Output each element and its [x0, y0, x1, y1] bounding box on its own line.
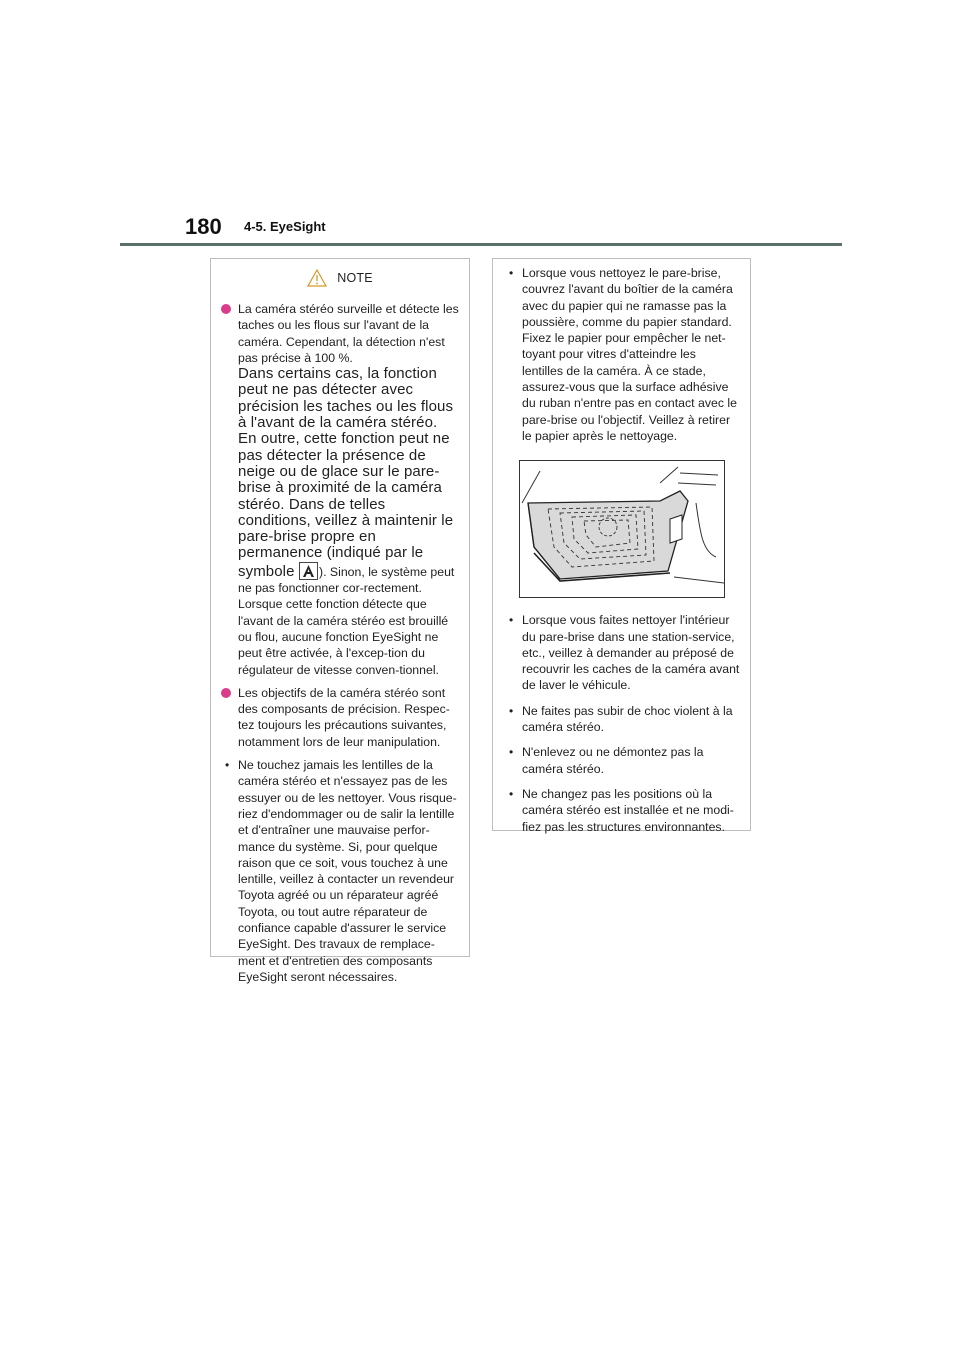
- camera-cover-illustration: [519, 460, 725, 598]
- note-header: [221, 269, 459, 287]
- note-paragraph-2-text: Les objectifs de la caméra stéréo sont des composants de précision. Respec-tez toujours les précautions suivantes, notamment lors de leur manipulation.: [238, 685, 450, 749]
- note-box-continued: [492, 258, 751, 834]
- bullet-dot: [221, 688, 231, 698]
- right-bullet-5: • Ne changez pas les positions où la caméra stéréo est installée et ne modi-fiez pas les structures environnantes.: [505, 786, 740, 835]
- note-text-c: ). Sinon,: [318, 564, 365, 579]
- note-label: NOTE: [337, 271, 373, 285]
- note-box: [210, 258, 470, 984]
- bullet-dot: [221, 304, 231, 314]
- right-bullet-4: • N'enlevez ou ne démontez pas la caméra stéréo.: [505, 744, 740, 777]
- warning-triangle-icon: [307, 269, 327, 287]
- note-text-b: Dans certains cas, la fonction peut ne pas détecter avec précision les taches ou les flous à l'avant de la caméra stéréo. En outre, cette fonction peut ne pas détecter la présence de neige ou de glace sur le pare-brise à proximité de la caméra stéréo. Dans de telles conditions, veillez à maintenir le pare-brise propre en permanence (indiqué par le symbole: [238, 365, 454, 580]
- page-number: 180: [185, 214, 222, 239]
- note-paragraph-1-text: [238, 301, 459, 678]
- right-bullet-3: • Ne faites pas subir de choc violent à la caméra stéréo.: [505, 703, 740, 736]
- windshield-symbol-icon: [299, 562, 318, 580]
- note-paragraph-1: [221, 301, 459, 678]
- note-paragraph-2: [221, 685, 459, 750]
- section-title: 4-5. EyeSight: [244, 219, 326, 234]
- right-bullet-2: • Lorsque vous faites nettoyer l'intérieur du pare-brise dans une station-service, etc., veillez à demander au préposé de recouvrir les caches de la caméra avant de laver le véhicule.: [505, 612, 740, 693]
- header-rule: [120, 243, 842, 246]
- note-text-a: La caméra stéréo surveille et détecte les taches ou les flous sur l'avant de la caméra. Cependant, la détection n'est pas précise à 100 %.: [238, 302, 459, 365]
- note-text-d: le système peut ne pas fonctionner cor-rectement. Lorsque cette fonction détecte que l'avant de la caméra stéréo est brouillé ou flou, aucune fonction EyeSight ne peut être activée, à l'excep-tion du régulateur de vitesse conven-tionnel.: [238, 564, 455, 677]
- right-bullet-1: • Lorsque vous nettoyez le pare-brise, couvrez l'avant du boîtier de la caméra avec du papier qui ne ramasse pas la poussière, comme du papier standard. Fixez le papier pour empêcher le net-toyant pour vitres d'atteindre les lentilles de la caméra. À ce stade, assurez-vous que la surface adhésive du ruban n'entre pas en contact avec le pare-brise ou l'objectif. Veillez à retirer le papier après le nettoyage.: [505, 265, 740, 444]
- note-bullet-1: • Ne touchez jamais les lentilles de la caméra stéréo et n'essayez pas de les essuyer ou de les nettoyer. Vous risque-riez d'endommager ou de salir la lentille et d'entraîner une mauvaise perfor-mance du système. Si, pour quelque raison que ce soit, vous touchez à une lentille, veillez à contacter un revendeur Toyota agréé ou un réparateur agréé Toyota, ou tout autre réparateur de confiance capable d'assurer le service EyeSight. Des travaux de remplace-ment et d'entretien des composants EyeSight seront nécessaires.: [221, 757, 459, 985]
